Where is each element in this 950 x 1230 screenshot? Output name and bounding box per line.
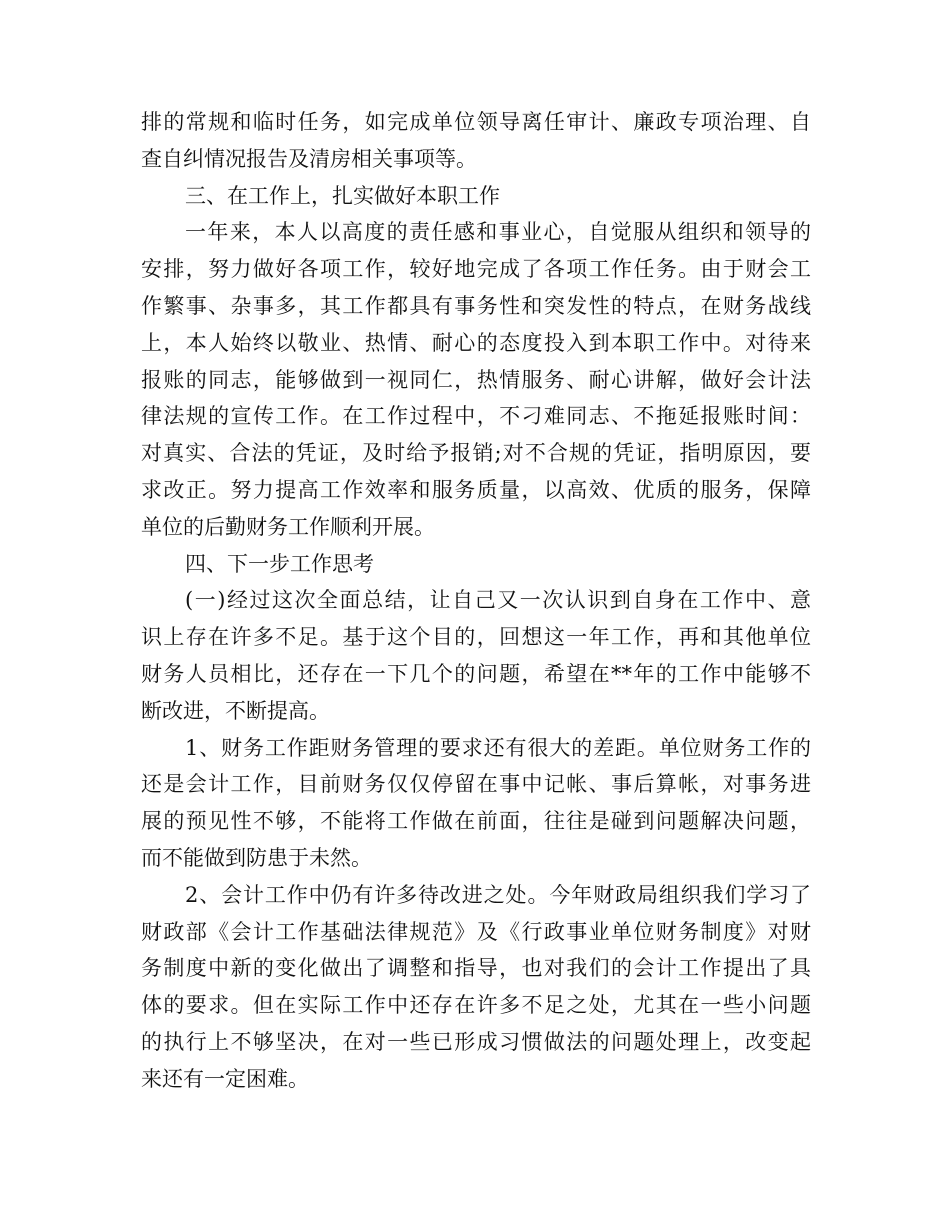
text-line: 识上存在许多不足。基于这个目的，回想这一年工作，再和其他单位 [141, 625, 811, 650]
text-line: (一)经过这次全面总结，让自己又一次认识到自身在工作中、意 [185, 588, 811, 613]
text-line: 体的要求。但在实际工作中还存在许多不足之处，尤其在一些小问题 [141, 993, 811, 1018]
text-line: 而不能做到防患于未然。 [141, 845, 372, 870]
text-line: 1、财务工作距财务管理的要求还有很大的差距。单位财务工作的 [185, 735, 811, 760]
text-line: 律法规的宣传工作。在工作过程中，不刁难同志、不拖延报账时间： [141, 404, 811, 429]
text-line: 安排，努力做好各项工作，较好地完成了各项工作任务。由于财会工 [141, 257, 811, 282]
text-line: 财务人员相比，还存在一下几个的问题，希望在**年的工作中能够不 [141, 661, 811, 686]
text-line: 作繁事、杂事多，其工作都具有事务性和突发性的特点，在财务战线 [141, 293, 811, 318]
text-line: 的执行上不够坚决，在对一些已形成习惯做法的问题处理上，改变起 [141, 1029, 811, 1054]
section-heading: 四、下一步工作思考 [185, 551, 374, 576]
text-line: 展的预见性不够，不能将工作做在前面，往往是碰到问题解决问题， [141, 809, 811, 834]
text-line: 对真实、合法的凭证，及时给予报销;对不合规的凭证，指明原因，要 [141, 441, 811, 466]
document-body [141, 104, 811, 1098]
text-line: 排的常规和临时任务，如完成单位领导离任审计、廉政专项治理、自 [141, 110, 811, 134]
text-line: 一年来，本人以高度的责任感和事业心，自觉服从组织和领导的 [185, 220, 811, 245]
text-line: 财政部《会计工作基础法律规范》及《行政事业单位财务制度》对财 [141, 919, 811, 944]
text-line: 还是会计工作，目前财务仅仅停留在事中记帐、事后算帐，对事务进 [141, 772, 811, 797]
text-line: 上，本人始终以敬业、热情、耐心的态度投入到本职工作中。对待来 [141, 330, 811, 355]
text-line: 求改正。努力提高工作效率和服务质量，以高效、优质的服务，保障 [141, 477, 811, 502]
text-line: 单位的后勤财务工作顺利开展。 [141, 514, 435, 539]
text-line: 断改进，不断提高。 [141, 698, 330, 723]
text-line: 报账的同志，能够做到一视同仁，热情服务、耐心讲解，做好会计法 [141, 367, 811, 392]
text-line: 2、会计工作中仍有许多待改进之处。今年财政局组织我们学习了 [185, 882, 811, 907]
text-line: 务制度中新的变化做出了调整和指导，也对我们的会计工作提出了具 [141, 956, 811, 981]
text-line: 来还有一定困难。 [141, 1066, 309, 1091]
text-line: 查自纠情况报告及清房相关事项等。 [141, 146, 477, 171]
section-heading: 三、在工作上，扎实做好本职工作 [185, 183, 500, 208]
